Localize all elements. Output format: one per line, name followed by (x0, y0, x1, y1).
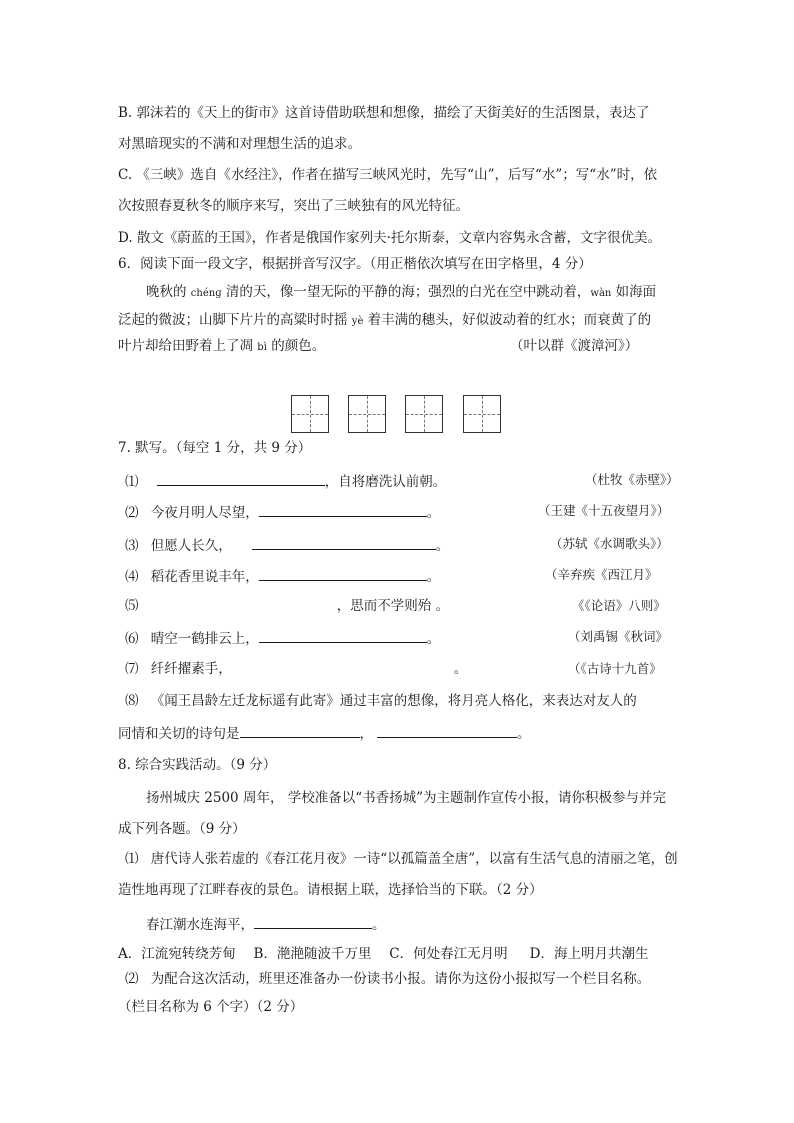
q7-source-4: （辛弃疾《西江月》 (545, 567, 658, 582)
item-number: ⑺ (125, 661, 139, 677)
q7-source-7: （《古诗十九首》 (568, 661, 662, 676)
couplet-line (146, 914, 386, 934)
item-text: 。 (372, 917, 386, 933)
pinyin-bi: bì (257, 342, 267, 353)
pinyin-wan: wàn (590, 288, 612, 299)
item-text: 《闻王昌龄左迁龙标遥有此寄》通过丰富的想像，将月亮人格化，来表达对友人的 (150, 693, 637, 709)
q7-item-4 (125, 566, 440, 586)
q6-text: 清的天，像一望无际的平静的海；强烈的白光在空中跳动着， (221, 284, 591, 300)
q7-item-8-line1 (125, 692, 637, 710)
q6-paragraph-line3 (118, 337, 325, 357)
couplet-options: A．江流宛转绕芳甸 B．滟滟随波千万里 C．何处春江无月明 D．海上明月共潮生 (118, 946, 649, 962)
item-number: ⑴ (125, 851, 139, 867)
q6-heading: 6．阅读下面一段文字，根据拼音写汉字。（用正楷依次填写在田字格里，4 分） (118, 256, 592, 272)
item-number: ⑻ (125, 693, 139, 709)
item-number: ⑴ (125, 474, 139, 490)
q7-item-2 (125, 502, 440, 522)
q6-paragraph-line2 (118, 311, 651, 331)
option-d-line1: D. 散文《蔚蓝的王国》，作者是俄国作家列夫·托尔斯泰，文章内容隽永含蓄，文字很优美。 (118, 230, 661, 246)
tianzige-box-4[interactable] (463, 395, 501, 433)
q8-sub2-line2: （栏目名称为 6 个字）（2 分） (118, 999, 304, 1015)
item-text: 同情和关切的诗句是 (118, 726, 240, 742)
item-text: 。 (517, 726, 531, 742)
couplet-upper: 春江潮水连海平， (146, 917, 254, 933)
q6-text: 如海面 (611, 284, 657, 300)
answer-blank[interactable] (377, 723, 517, 738)
q7-item-8-line2 (118, 723, 531, 743)
item-text: 晴空一鹤排云上， (150, 631, 259, 647)
q8-intro-line2: 成下列各题。（9 分） (118, 821, 246, 837)
q6-text: 晚秋的 (146, 284, 191, 300)
item-text: 今夜月明人尽望， (150, 505, 259, 521)
answer-blank[interactable] (254, 914, 372, 929)
item-number: ⑸ (125, 598, 139, 614)
item-number: ⑹ (125, 631, 139, 647)
tianzige-box-1[interactable] (291, 395, 329, 433)
q7-item-6 (125, 628, 440, 648)
option-c-line2: 次按照春夏秋冬的顺序来写，突出了三峡独有的风光特征。 (118, 198, 469, 214)
q6-source: （叶以群《渡漳河》） (510, 338, 639, 354)
q7-source-5: 《《论语》八则》 (572, 598, 666, 613)
pinyin-cheng: chénɡ (190, 288, 222, 299)
answer-blank[interactable] (240, 723, 360, 738)
item-number: ⑷ (125, 569, 139, 585)
answer-blank[interactable] (259, 628, 427, 643)
q7-item-7 (125, 660, 467, 678)
item-text: 。 (453, 661, 468, 677)
q7-item-3 (125, 535, 449, 555)
q8-sub1-line2: 造性地再现了江畔春夜的景色。请根据上联，选择恰当的下联。（2 分） (118, 882, 543, 898)
item-text: 。 (426, 569, 441, 585)
item-text: 为配合这次活动，班里还准备办一份读书小报。请你为这份小报拟写一个栏目名称。 (150, 971, 651, 987)
q8-heading: 8. 综合实践活动。（9 分） (118, 757, 277, 773)
q7-item-5 (125, 597, 449, 615)
answer-blank[interactable] (259, 566, 427, 581)
item-text: 唐代诗人张若虚的《春江花月夜》一诗“以孤篇盖全唐”，以富有生活气息的清丽之笔，创 (150, 851, 678, 867)
item-text: 但愿人长久， (150, 538, 232, 554)
item-text: 。 (435, 538, 450, 554)
answer-blank[interactable] (259, 502, 427, 517)
tianzige-box-3[interactable] (405, 395, 443, 433)
pinyin-ye: yè (351, 316, 364, 327)
item-text: 。 (426, 631, 441, 647)
item-number: ⑵ (125, 971, 139, 987)
item-number: ⑶ (125, 538, 139, 554)
q7-source-6: （刘禹锡《秋词》 (568, 629, 669, 644)
q7-source-3: （苏轼《水调歌头》） (550, 536, 669, 551)
answer-blank[interactable] (252, 535, 436, 550)
item-text: ，自将磨洗认前朝。 (324, 474, 447, 490)
item-text: 稻花香里说丰年， (150, 569, 259, 585)
q7-item-1 (125, 471, 446, 491)
q7-heading: 7. 默写。（每空 1 分，共 9 分） (118, 440, 312, 456)
q6-paragraph-line1 (146, 283, 656, 303)
answer-blank[interactable] (157, 471, 325, 486)
item-number: ⑵ (125, 505, 139, 521)
item-text: ，思而不学则殆 。 (336, 598, 450, 614)
q6-text: 的颜色。 (266, 338, 326, 354)
item-text: 纤纤擢素手， (150, 661, 232, 677)
item-text: 。 (426, 505, 441, 521)
q7-source-1: （杜牧《赤壁》） (585, 472, 679, 487)
option-b-line2: 对黑暗现实的不满和对理想生活的追求。 (118, 136, 361, 152)
q6-text: 泛起的微波；山脚下片片的高粱时时摇 (118, 312, 352, 328)
tianzige-box-2[interactable] (348, 395, 386, 433)
item-text: ， (359, 726, 373, 742)
q8-sub2-line1 (125, 970, 650, 988)
option-c-line1: C. 《三峡》选自《水经注》，作者在描写三峡风光时，先写“山”，后写“水”；写“水”时，依 (118, 167, 658, 183)
q8-sub1-line1 (125, 850, 678, 868)
option-b-line1: B. 郭沫若的《天上的街市》这首诗借助联想和想像，描绘了天街美好的生活图景，表达了 (118, 105, 650, 121)
q6-text: 着丰满的穗头，好似波动着的红水；而衰黄了的 (363, 312, 652, 328)
q8-intro-line1: 扬州城庆 2500 周年， 学校准备以“书香扬城”为主题制作宣传小报，请你积极参与并完 (146, 790, 667, 806)
q6-text: 叶片却给田野着上了凋 (118, 338, 258, 354)
q7-source-2: （王建《十五夜望月》） (538, 503, 670, 518)
